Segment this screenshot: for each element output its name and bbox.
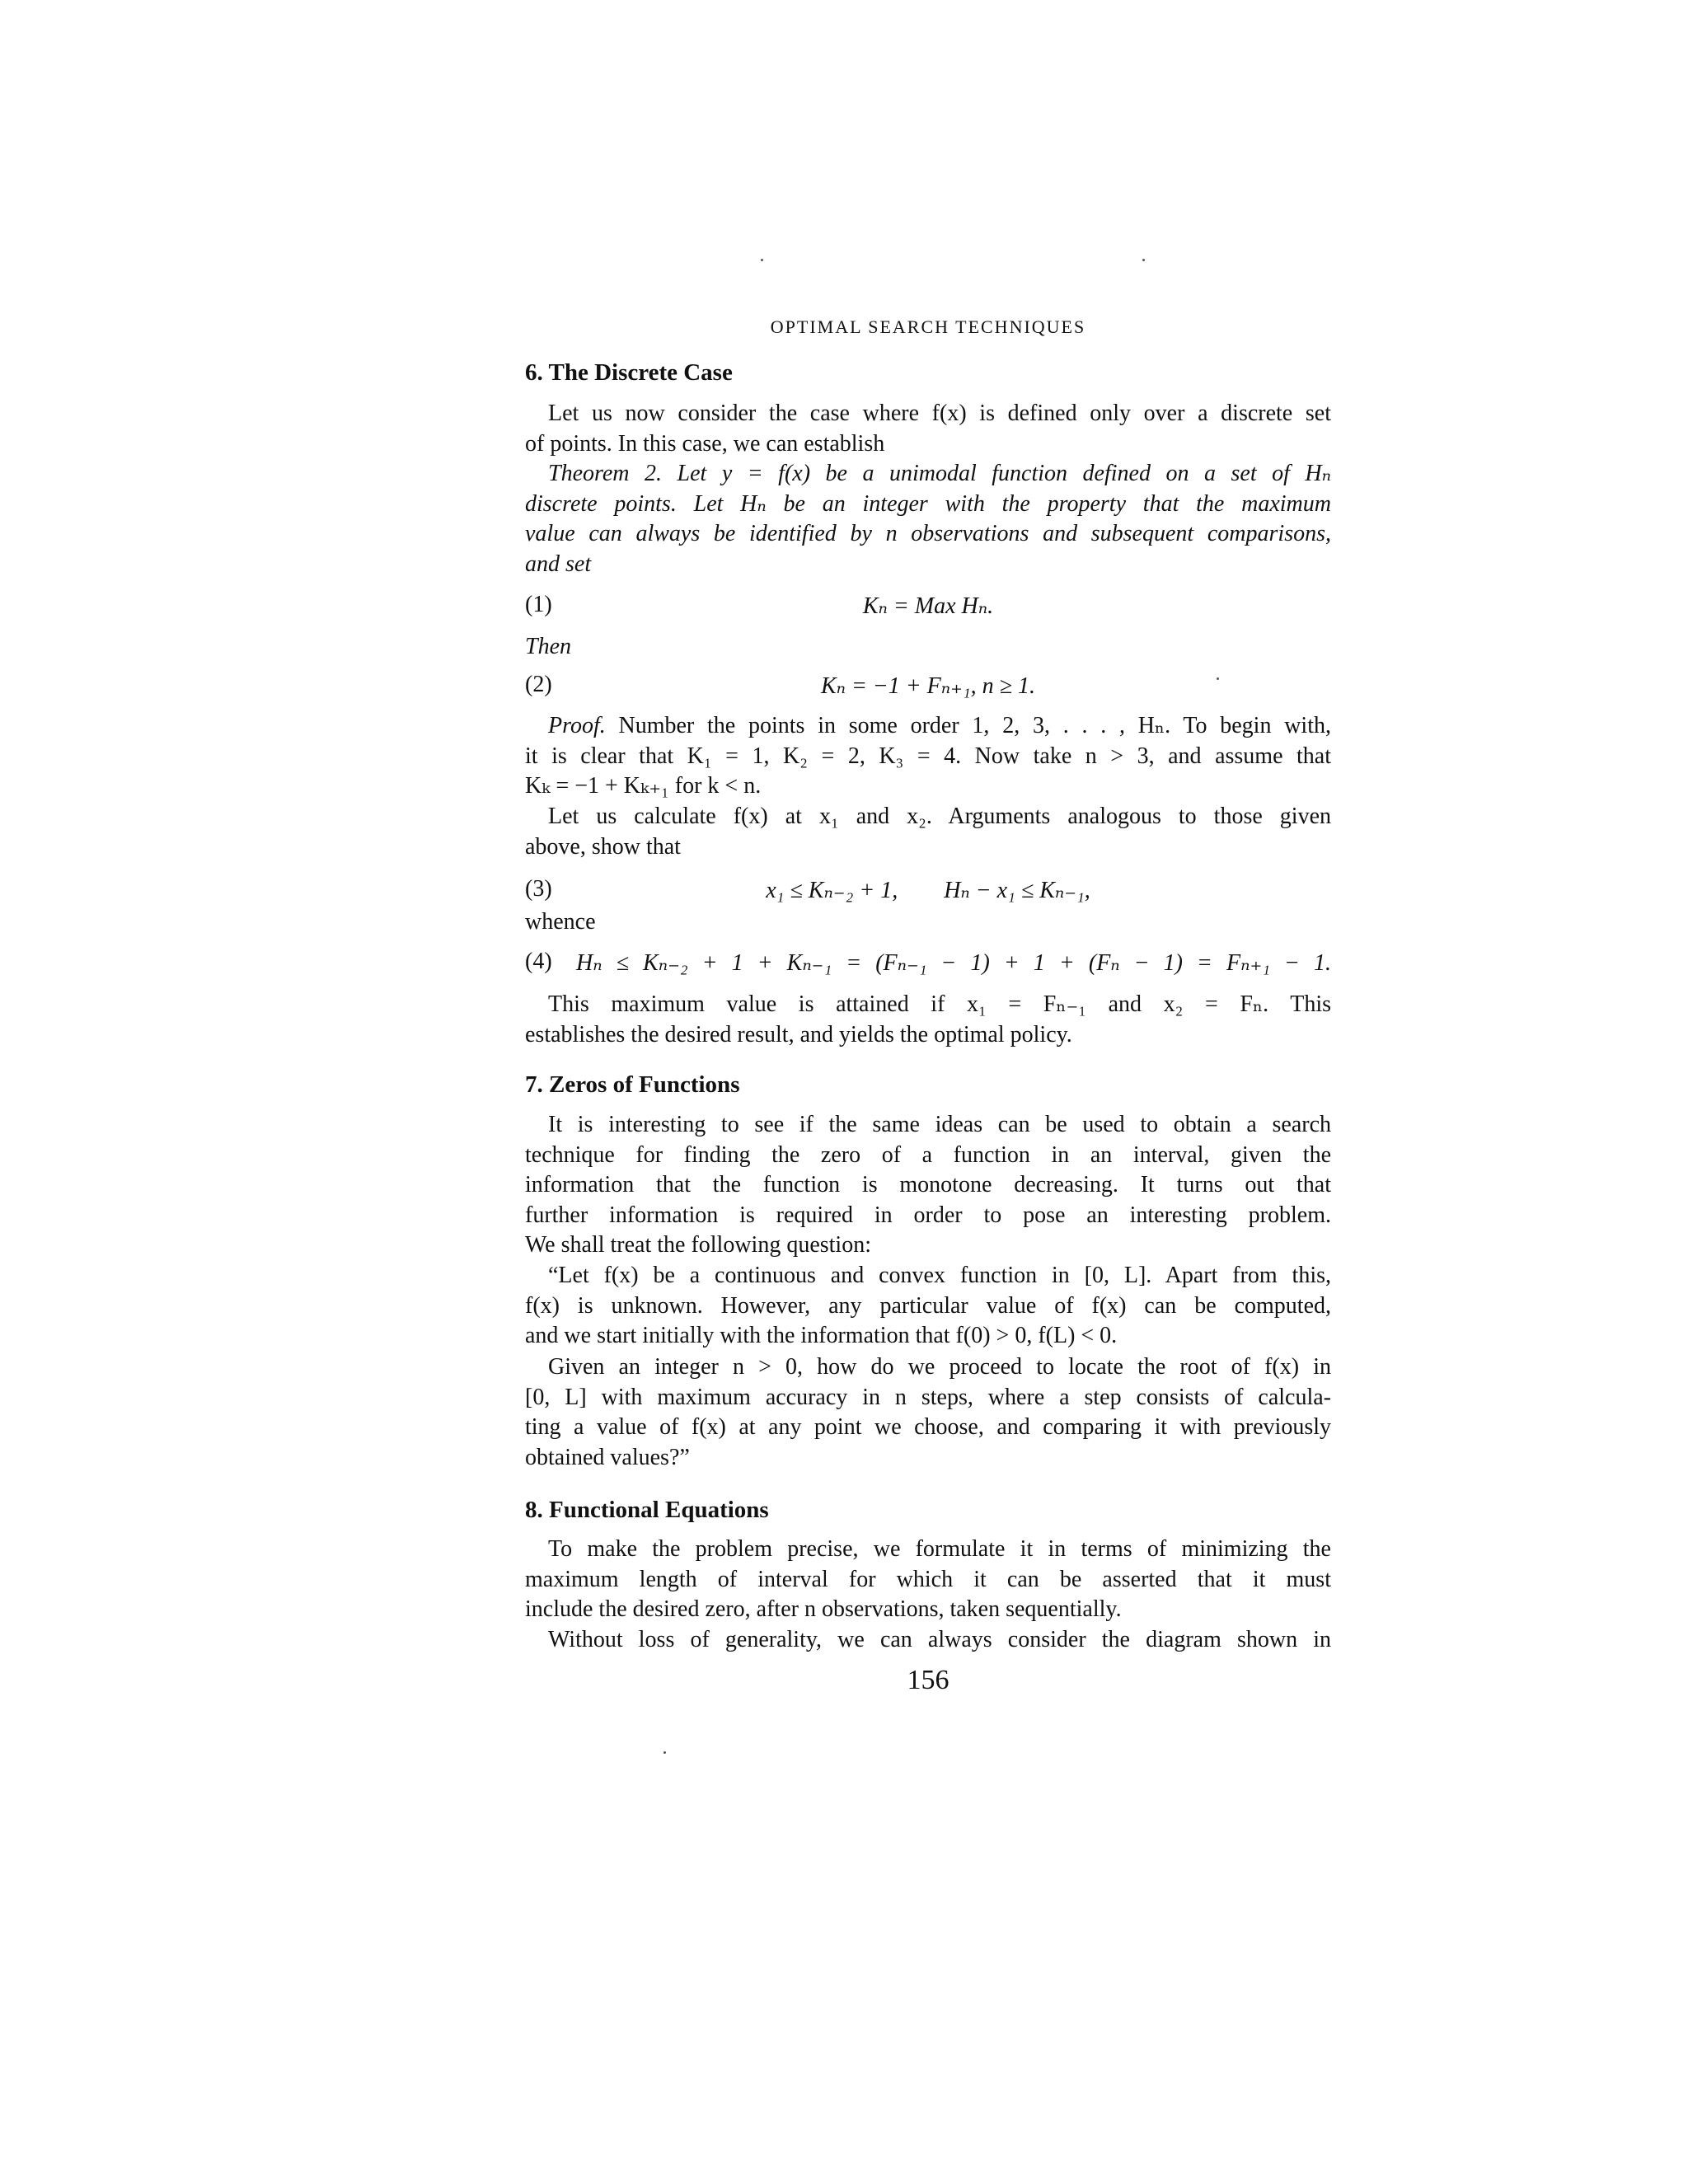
text-line: “Let f(x) be a continuous and convex function in [0, L]. Apart from this, [548,1263,1331,1288]
section-6-paragraph-2 [525,802,1331,862]
running-header: OPTIMAL SEARCH TECHNIQUES [770,316,1086,337]
text-line: Kₖ = −1 + Kₖ₊₁ for k < n. [525,773,762,799]
text-line: and we start initially with the information that f(0) > 0, f(L) < 0. [525,1323,1118,1349]
page-number: 156 [907,1665,950,1695]
section-7-paragraph-3 [525,1352,1331,1473]
scan-speck [663,1751,666,1754]
equation-1 [525,592,1331,625]
section-7-quote [525,1261,1331,1352]
section-8-paragraph-2 [525,1625,1331,1656]
text-line: [0, L] with maximum accuracy in n steps, where a step consists of calcula- [525,1384,1331,1410]
text-line: discrete points. Let Hₙ be an integer with the property that the maximum [525,490,1331,517]
text-line: include the desired zero, after n observations, taken sequentially. [525,1596,1122,1623]
text-line: maximum length of interval for which it can be asserted that it must [525,1566,1331,1592]
section-8-heading: 8. Functional Equations [525,1497,769,1523]
then-label: Then [525,634,571,659]
text-line: technique for finding the zero of a function in an interval, given the [525,1141,1331,1168]
text-line: value can always be identified by n observations and subsequent comparisons, [525,521,1331,547]
text-line: Proof. Number the points in some order 1, 2, 3, . . . , Hₙ. To begin with, [548,713,1331,738]
equation-3 [525,876,1331,909]
text-line: Let us now consider the case where f(x) is defined only over a discrete set [548,401,1331,426]
text-line: it is clear that K₁ = 1, K₂ = 2, K₃ = 4. Now take n > 3, and assume that [525,743,1331,769]
equation-2 [525,672,1331,705]
equation-body: Kₙ = Max Hₙ. [862,593,994,619]
scan-speck [1142,259,1145,261]
text-line: We shall treat the following question: [525,1232,871,1258]
text-line: and set [525,551,592,577]
section-7-heading: 7. Zeros of Functions [525,1071,740,1098]
text-line: f(x) is unknown. However, any particular value of f(x) can be computed, [525,1292,1331,1319]
text-line: information that the function is monotone decreasing. It turns out that [525,1172,1331,1198]
section-8-paragraph-1 [525,1535,1331,1625]
equation-body: Hₙ ≤ Kₙ₋₂ + 1 + Kₙ₋₁ = (Fₙ₋₁ − 1) + 1 + (Fₙ − 1) = Fₙ₊₁ − 1. [576,950,1331,976]
text-line: Given an integer n > 0, how do we proceed to locate the root of f(x) in [548,1354,1331,1380]
equation-number: (1) [525,592,552,617]
text-line: It is interesting to see if the same ideas can be used to obtain a search [548,1112,1331,1137]
text-line: above, show that [525,833,681,860]
section-6-heading: 6. The Discrete Case [525,359,733,386]
text-line: establishes the desired result, and yields the optimal policy. [525,1021,1072,1047]
text-line: This maximum value is attained if x₁ = Fₙ₋₁ and x₂ = Fₙ. This [548,991,1331,1017]
text-line: Let us calculate f(x) at x₁ and x₂. Arguments analogous to those given [548,804,1331,829]
equation-number: (4) [525,949,552,974]
text-line: of points. In this case, we can establish [525,430,885,457]
equation-4 [525,949,1331,982]
equation-body: x₁ ≤ Kₙ₋₂ + 1, Hₙ − x₁ ≤ Kₙ₋₁, [766,878,1090,903]
proof-paragraph [525,711,1331,802]
text-line: To make the problem precise, we formulate it in terms of minimizing the [548,1536,1331,1562]
theorem-2 [525,459,1331,579]
text-line: Without loss of generality, we can always consider the diagram shown in [548,1627,1331,1652]
section-6-paragraph-1 [525,399,1331,459]
equation-number: (2) [525,672,552,697]
text-line: further information is required in order to pose an interesting problem. [525,1202,1331,1228]
whence-label: whence [525,909,596,935]
scan-speck [1217,677,1219,680]
equation-body: Kₙ = −1 + Fₙ₊₁, n ≥ 1. [820,673,1036,699]
equation-number: (3) [525,876,552,902]
section-6-paragraph-3 [525,990,1331,1050]
scan-speck [761,259,763,261]
text-line: Theorem 2. Let y = f(x) be a unimodal function defined on a set of Hₙ [548,461,1331,486]
proof-label: Proof. [548,713,606,738]
section-7-paragraph-1 [525,1110,1331,1261]
text-line: obtained values?” [525,1444,690,1470]
text-line: ting a value of f(x) at any point we choose, and comparing it with previously [525,1414,1331,1441]
